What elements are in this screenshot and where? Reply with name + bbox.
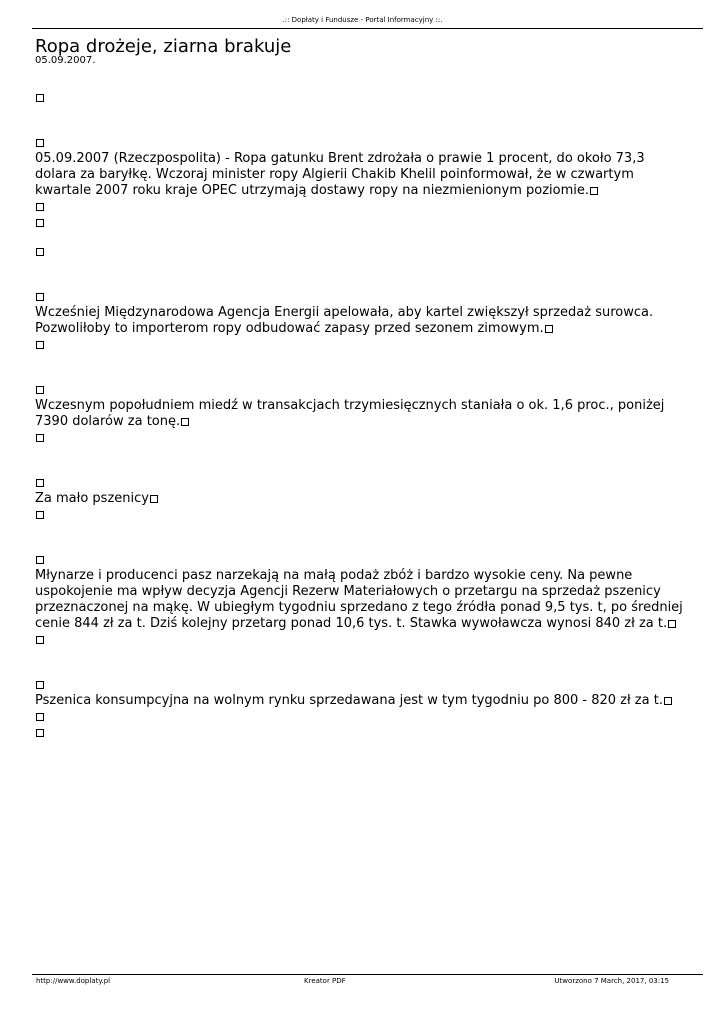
paragraph-text: Pszenica konsumpcyjna na wolnym rynku sprzedawana jest w tym tygodniu po 800 - 820 zł za t. bbox=[35, 693, 663, 708]
footer-created: Utworzono 7 March, 2017, 03:15 bbox=[554, 977, 669, 985]
missing-glyph-icon bbox=[36, 139, 44, 147]
placeholder-glyph-row bbox=[35, 709, 685, 725]
missing-glyph-icon bbox=[36, 511, 44, 519]
missing-glyph-icon bbox=[36, 636, 44, 644]
missing-glyph-icon bbox=[36, 341, 44, 349]
paragraph-text: Za mało pszenicy bbox=[35, 491, 149, 506]
missing-glyph-icon bbox=[664, 697, 672, 705]
missing-glyph-icon bbox=[36, 293, 44, 301]
article-title: Ropa drożeje, ziarna brakuje bbox=[35, 36, 292, 57]
placeholder-glyph-row bbox=[35, 337, 685, 353]
article-paragraph bbox=[35, 398, 685, 430]
missing-glyph-icon bbox=[181, 418, 189, 426]
footer-divider bbox=[32, 974, 703, 975]
missing-glyph-icon bbox=[36, 479, 44, 487]
missing-glyph-icon bbox=[36, 219, 44, 227]
article-body bbox=[35, 90, 685, 741]
placeholder-glyph-row bbox=[35, 430, 685, 446]
article-paragraph bbox=[35, 151, 685, 199]
missing-glyph-icon bbox=[36, 386, 44, 394]
missing-glyph-icon bbox=[36, 556, 44, 564]
placeholder-glyph-row bbox=[35, 725, 685, 741]
missing-glyph-icon bbox=[36, 248, 44, 256]
missing-glyph-icon bbox=[36, 203, 44, 211]
placeholder-glyph-row bbox=[35, 475, 685, 491]
missing-glyph-icon bbox=[668, 620, 676, 628]
paragraph-text: Wcześniej Międzynarodowa Agencja Energii apelowała, aby kartel zwiększył sprzedaż surowca. Pozwoliłoby to importerom ropy odbudować zapasy przed sezonem zimowym. bbox=[35, 305, 654, 336]
missing-glyph-icon bbox=[36, 681, 44, 689]
placeholder-glyph-row bbox=[35, 507, 685, 523]
missing-glyph-icon bbox=[36, 713, 44, 721]
placeholder-glyph-row bbox=[35, 552, 685, 568]
missing-glyph-icon bbox=[36, 434, 44, 442]
placeholder-glyph-row bbox=[35, 215, 685, 231]
missing-glyph-icon bbox=[545, 325, 553, 333]
article-date: 05.09.2007. bbox=[35, 55, 96, 66]
article-paragraph bbox=[35, 693, 685, 709]
missing-glyph-icon bbox=[36, 94, 44, 102]
placeholder-glyph-row bbox=[35, 382, 685, 398]
placeholder-glyph-row bbox=[35, 135, 685, 151]
missing-glyph-icon bbox=[36, 729, 44, 737]
paragraph-text: Młynarze i producenci pasz narzekają na małą podaż zbóż i bardzo wysokie ceny. Na pewne uspokojenie ma wpływ decyzja Agencji Rezerw Materiałowych o przetargu na sprzedaż pszenicy przeznaczonej na mąkę. W ubiegłym tygodniu sprzedano z tego źródła ponad 9,5 tys. t, po średniej cenie 844 zł za t. Dziś kolejny przetarg ponad 10,6 tys. t. Stawka wywoławcza wynosi 840 zł za t. bbox=[35, 568, 683, 631]
placeholder-glyph-row bbox=[35, 90, 685, 106]
paragraph-text: 05.09.2007 (Rzeczpospolita) - Ropa gatunku Brent zdrożała o prawie 1 procent, do około 73,3 dolara za baryłkę. Wczoraj minister ropy Algierii Chakib Khelil poinformował, że w czwartym kwartale 2007 roku kraje OPEC utrzymają dostawy ropy na niezmienionym poziomie. bbox=[35, 151, 645, 198]
placeholder-glyph-row bbox=[35, 244, 685, 260]
footer-generator: Kreator PDF bbox=[304, 977, 346, 985]
footer-url: http://www.doplaty.pl bbox=[36, 977, 111, 985]
article-paragraph bbox=[35, 305, 685, 337]
placeholder-glyph-row bbox=[35, 289, 685, 305]
missing-glyph-icon bbox=[150, 495, 158, 503]
site-header-title: .:: Dopłaty i Fundusze - Portal Informacyjny ::. bbox=[282, 16, 443, 24]
section-subheading bbox=[35, 491, 685, 507]
placeholder-glyph-row bbox=[35, 677, 685, 693]
missing-glyph-icon bbox=[590, 187, 598, 195]
header-divider bbox=[32, 28, 703, 29]
placeholder-glyph-row bbox=[35, 632, 685, 648]
article-paragraph bbox=[35, 568, 685, 632]
placeholder-glyph-row bbox=[35, 199, 685, 215]
paragraph-text: Wczesnym popołudniem miedź w transakcjach trzymiesięcznych staniała o ok. 1,6 proc., poniżej 7390 dolarów za tonę. bbox=[35, 398, 665, 429]
